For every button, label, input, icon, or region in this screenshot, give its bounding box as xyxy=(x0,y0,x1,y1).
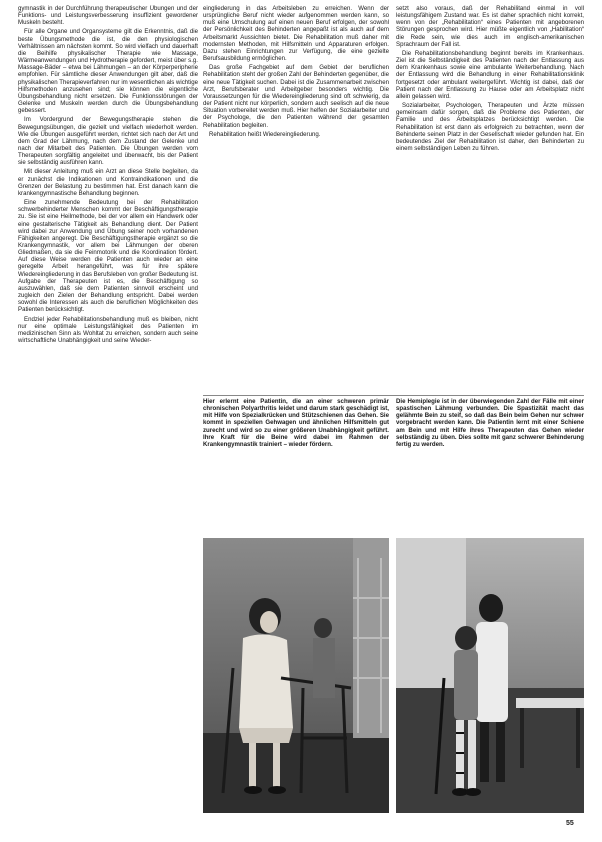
photo-therapist-assisting-patient-icon xyxy=(396,538,584,813)
photo-therapist-assisting xyxy=(396,538,584,813)
photo-patient-walking xyxy=(203,538,389,813)
paragraph: setzt also voraus, daß der Rehabilitand einmal in voll leistungsfähigem Zustand war. Es ist daher sprachlich nicht korrekt, wenn von der „Rehabilitation“ eines Patienten mit angeborenen Störungen gesprochen wird. Hier müßte eigentlich von „Habilitation“ die Rede sein, wie dies auch im englisch-amerikanischen Sprachraum der Fall ist. xyxy=(396,5,584,48)
paragraph: Mit dieser Anleitung muß ein Arzt an diese Stelle begleiten, da er zunächst die Indikationen und Kontraindikationen und die Grenzen der Belastung zu bestimmen hat. Erst danach kann die krankengymnastische Behandlung beginnen. xyxy=(18,168,198,197)
paragraph: Rehabilitation heißt Wiedereingliederung. xyxy=(209,130,321,138)
photo-caption-left: Hier erlernt eine Patientin, die an einer schweren primär chronischen Polyarthritis leidet und darum stark geschädigt ist, mit Hilfe von Spezialkrücken und Stützschienen das Gehen. Sie kommt in speziellen Gehwagen und ähnlichen Hilfsmitteln gut zurecht und wird so zu einer größeren Unabhängigkeit geführt. Ihre Kraft für die Beine wird dabei im Rahmen der Krankengymnastik trainiert – wieder fördern. xyxy=(203,398,389,448)
text-column-right xyxy=(396,5,584,393)
divider xyxy=(203,395,584,396)
paragraph: Sozialarbeiter, Psychologen, Therapeuten und Ärzte müssen gemeinsam dafür sorgen, daß die Probleme des Patienten, der Familie und des Arbeitsplatzes berücksichtigt werden. Die Rehabilitation ist erst dann als erfolgreich zu betrachten, wenn der Behinderte seinen Platz in der Gesellschaft wieder gefunden hat. Ein bedeutendes Ziel der Rehabilitation ist daher, den Behinderten zu einem selbständigen Leben zu führen. xyxy=(396,102,584,152)
text-column-middle xyxy=(203,5,389,393)
photo-patient-walking-crutches-icon xyxy=(203,538,389,813)
paragraph: eingliederung in das Arbeitsleben zu erreichen. Wenn der ursprüngliche Beruf nicht wieder aufgenommen werden kann, so muß eine Umschulung auf einen neuen Beruf erfolgen, der sowohl der Persönlichkeit des Behinderten angepaßt ist als auch auf dem Arbeitsmarkt Aussichten bietet. Die Rehabilitation muß daher mit modernsten Methoden, mit Hilfsmitteln und Apparaturen erfolgen. Dazu stehen Einrichtungen zur Verfügung, die eine gezielte Berufsausbildung ermöglichen. xyxy=(203,5,389,63)
paragraph: Die Rehabilitationsbehandlung beginnt bereits im Krankenhaus. Ziel ist die Selbständigkeit des Patienten nach der Entlassung aus dem Krankenhaus sowie eine ambulante Weiterbehandlung. Nach der Entlassung wird die Behandlung in einer Rehabilitationsklinik fortgesetzt oder ambulant weitergeführt. Wichtig ist dabei, daß der Patient nach der Entlassung zu Hause oder am Arbeitsplatz nicht allein gelassen wird. xyxy=(396,49,584,100)
page-number: 55 xyxy=(566,820,574,827)
photo-caption-right: Die Hemiplegie ist in der überwiegenden Zahl der Fälle mit einer spastischen Lähmung verbunden. Die Spastizität macht das gelähmte Bein zu steif, so daß das Bein beim Gehen nur schwer vorgebracht werden kann. Die Patientin lernt mit einer Schiene am Bein und mit Hilfe ihres Therapeuten das Gehen wieder selbständig zu üben. Dies sollte mit ganz schwerer Behinderung fertig zu werden. xyxy=(396,398,584,448)
paragraph: Endziel jeder Rehabilitationsbehandlung muß es bleiben, nicht nur eine optimale Leistungsfähigkeit des Patienten im medizinischen Sinn als Wohltat zu erreichen, sondern auch seine wirtschaftliche Unabhängigkeit und seine Wieder- xyxy=(18,315,198,345)
paragraph: gymnastik in der Durchführung therapeutischer Übungen und der Funktions- und Leistungsverbesserung insuffizient gewordener Muskeln besteht. xyxy=(18,5,198,27)
paragraph: Eine zunehmende Bedeutung bei der Rehabilitation schwerbehinderter Menschen kommt der Beschäftigungstherapie zu. Sie ist eine Heilmethode, bei der vor allem ein Handwerk oder eine gestalterische Tätigkeit als Behandlung dient. Der Patient wird dabei zur Anwendung und Übung seiner noch vorhandenen Fähigkeiten angeregt. Die Beschäftigungstherapie ergänzt so die Krankengymnastik, vor allem bei Lähmungen der oberen Gliedmaßen, da sie die Feinmotorik und die Koordination fördert. Auf diese Weise werden die Patienten auch wieder an eine geregelte Arbeit herangeführt, was für ihre spätere Wiedereingliederung in das Berufsleben von großer Bedeutung ist. Aufgabe der Therapeuten ist es, die Beschäftigung so auszuwählen, daß sie dem Patienten sinnvoll erscheint und zugleich den Zielen der Behandlung entspricht. Dabei werden sowohl die Interessen als auch die beruflichen Möglichkeiten des Patienten berücksichtigt. xyxy=(18,199,198,314)
paragraph: Für alle Organe und Organsysteme gilt die Erkenntnis, daß die beste Übungsmethode die ist, die den physiologischen Verhältnissen am nächsten kommt. So wird vielfach und dauerhaft die Beihilfe physikalischer Therapie wie Massage, Wärmeanwendungen und Hydrotherapie gefordert, meist über s.g. Massage-Bäder – etwa bei Lähmungen – an der Körperperipherie empfohlen. Für sämtliche dieser Anwendungen gilt aber, daß die physikalischen Therapieverfahren nur im wesentlichen als wichtige Hilfsmethoden anzusehen sind; sie können die eigentliche Übungsbehandlung nicht ersetzen. Die Funktionsstörungen der Gelenke und Muskeln werden durch die Übungsbehandlung gebessert. xyxy=(18,28,198,115)
text-column-left xyxy=(18,5,198,810)
paragraph: Das große Fachgebiet auf dem Gebiet der beruflichen Rehabilitation steht der großen Zahl der Behinderten gegenüber, die eine neue Tätigkeit suchen. Dabei ist die Zusammenarbeit zwischen Arzt, Berufsberater und Arbeitgeber besonders wichtig. Die Voraussetzungen für die Wiedereingliederung sind oft schwierig, da der Patient nicht nur körperlich, sondern auch seelisch auf die neue Situation vorbereitet werden muß. Hier helfen der Sozialarbeiter und der Psychologe, die den Patienten während der gesamten Rehabilitation begleiten. xyxy=(203,64,389,129)
paragraph: Im Vordergrund der Bewegungstherapie stehen die Bewegungsübungen, die gezielt und vielfach wiederholt werden. Wie die Übungen ausgeführt werden, richtet sich nach der Art und dem Grad der Lähmung, nach dem Zustand der Gelenke und nach der Mitarbeit des Patienten. Die Übungen werden vom Therapeuten sorgfältig angeleitet und überwacht, bis der Patient sie selbständig ausführen kann. xyxy=(18,116,198,167)
